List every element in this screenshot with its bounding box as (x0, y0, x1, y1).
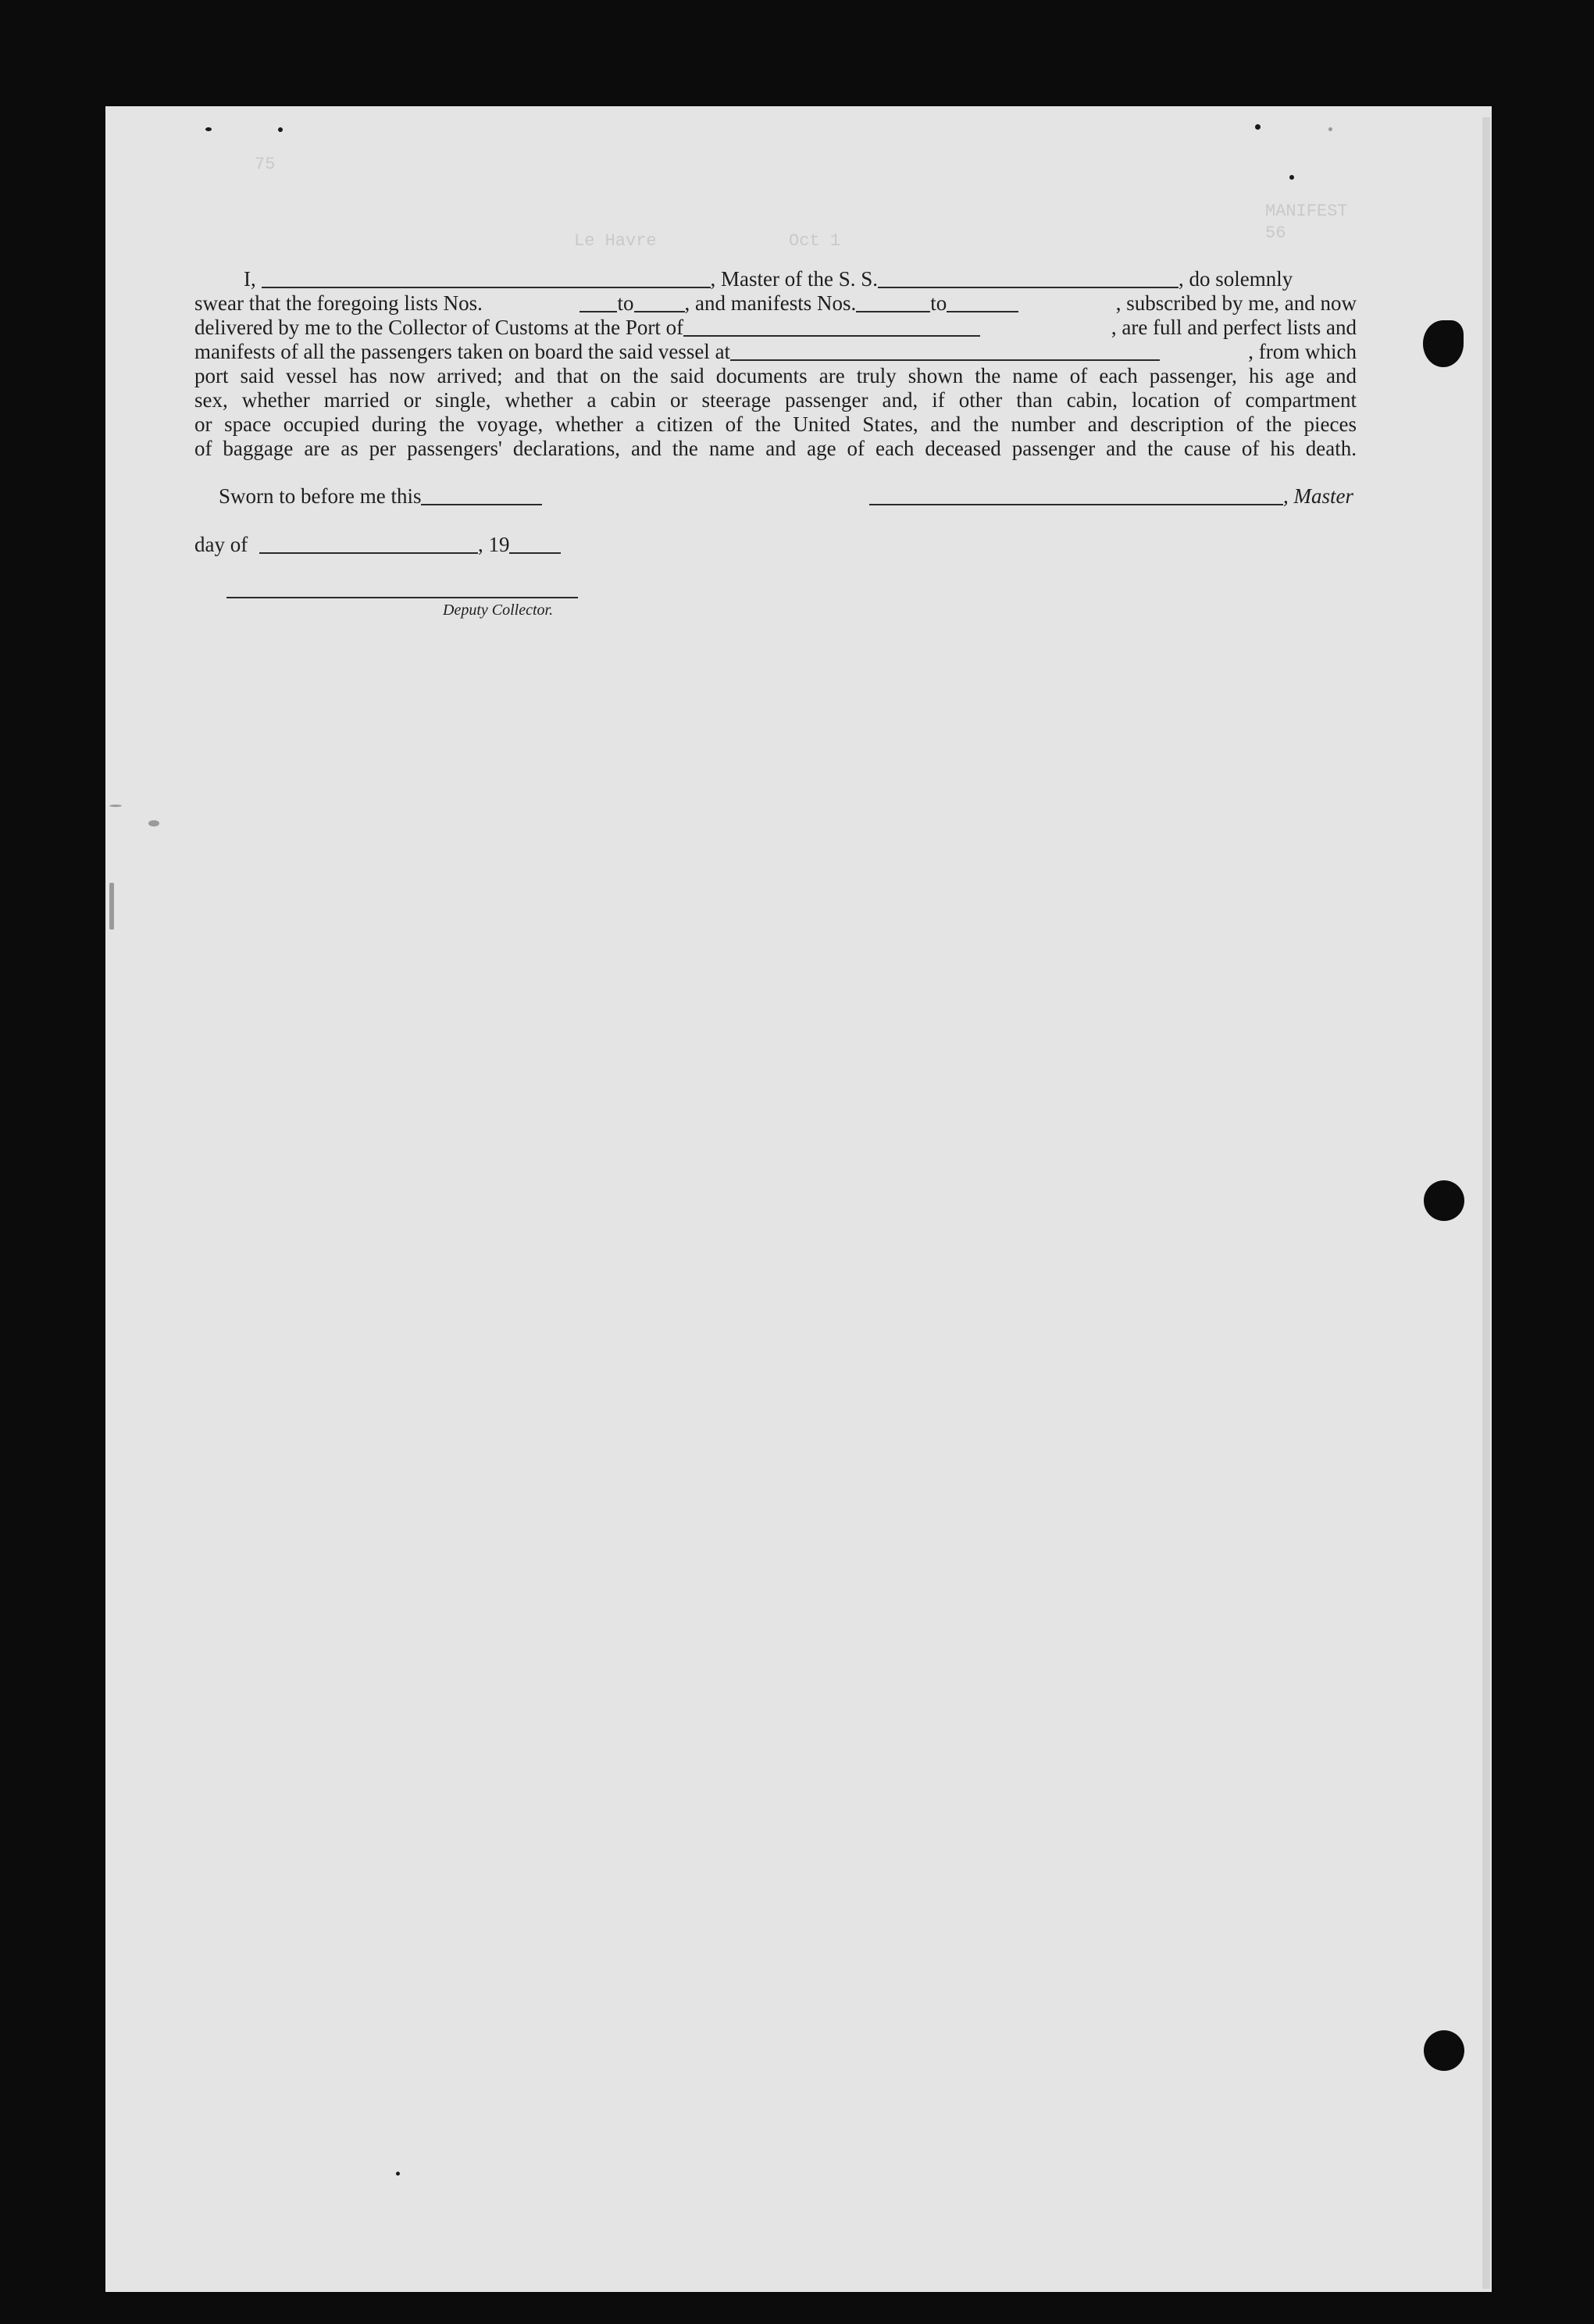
speck (1328, 127, 1332, 131)
speck (109, 805, 122, 807)
binder-hole-middle (1424, 1180, 1464, 1221)
oath-line-8: of baggage are as per passengers' declarations, and the name and age of each deceased passenger and the cause of his death. (194, 437, 1357, 460)
from-which-text: , from which (1248, 340, 1357, 363)
lists-to-blank (634, 311, 685, 312)
manifests-from-blank (856, 311, 930, 312)
day-of-line (194, 533, 561, 557)
oath-line-2 (194, 291, 1357, 316)
oath-line-3 (194, 316, 1357, 340)
manifests-all-text: manifests of all the passengers taken on board the said vessel at (194, 340, 731, 363)
to-text-2: to (930, 291, 947, 315)
sworn-day-blank (421, 504, 542, 505)
master-of-text: , Master of the S. S. (710, 267, 878, 291)
manifests-text: , and manifests Nos. (684, 291, 857, 315)
year-blank (509, 552, 561, 554)
bleed-through-line-a: Le Havre (574, 231, 657, 251)
oath-line-6: sex, whether married or single, whether a cabin or steerage passenger and, if other than cabin, location of compartment (194, 388, 1357, 412)
solemnly-text: , do solemnly (1178, 267, 1293, 291)
full-perfect-text: , are full and perfect lists and (1111, 316, 1357, 339)
binder-hole-top (1423, 320, 1464, 367)
speck (278, 127, 283, 132)
oath-line-1 (244, 267, 1293, 291)
delivered-text: delivered by me to the Collector of Customs at the Port of (194, 316, 684, 339)
embark-port-blank (730, 359, 1160, 361)
lists-from-blank (579, 311, 617, 312)
master-signature-blank (869, 504, 1283, 505)
bleed-through-header-a: MANIFEST (1265, 202, 1348, 221)
speck (148, 820, 159, 826)
speck (1255, 124, 1261, 130)
master-label: , Master (1283, 484, 1353, 508)
master-signature-line (869, 484, 1353, 509)
speck (205, 127, 212, 131)
oath-prefix: I, (244, 267, 256, 291)
deputy-collector-label: Deputy Collector. (443, 602, 554, 619)
manifests-to-blank (947, 311, 1018, 312)
speck (396, 2172, 400, 2176)
oath-line-7: or space occupied during the voyage, whether a citizen of the United States, and the number and description of the pieces (194, 412, 1357, 436)
speck (1289, 175, 1294, 180)
port-blank (683, 335, 980, 337)
binder-hole-bottom (1424, 2030, 1464, 2071)
day-of-text: day of (194, 533, 248, 556)
vessel-name-blank (878, 287, 1179, 288)
oath-line-4 (194, 340, 1357, 364)
swear-text: swear that the foregoing lists Nos. (194, 291, 483, 315)
subscribed-text: , subscribed by me, and now (1115, 291, 1357, 315)
oath-line-5: port said vessel has now arrived; and that on the said documents are truly shown the name of each passenger, his age and (194, 364, 1357, 387)
deputy-collector-signature-line (226, 597, 578, 598)
bleed-through-header-b: 56 (1265, 223, 1286, 243)
sworn-text: Sworn to before me this (219, 484, 422, 508)
to-text-1: to (617, 291, 634, 315)
sheet-edge (1482, 117, 1490, 2289)
year-prefix-text: , 19 (477, 533, 510, 556)
bleed-through-line-b: Oct 1 (789, 231, 841, 251)
master-name-blank (262, 287, 711, 288)
sworn-line (219, 484, 542, 509)
speck (109, 883, 114, 930)
month-blank (259, 552, 478, 554)
bleed-through-page-number: 75 (255, 155, 276, 174)
